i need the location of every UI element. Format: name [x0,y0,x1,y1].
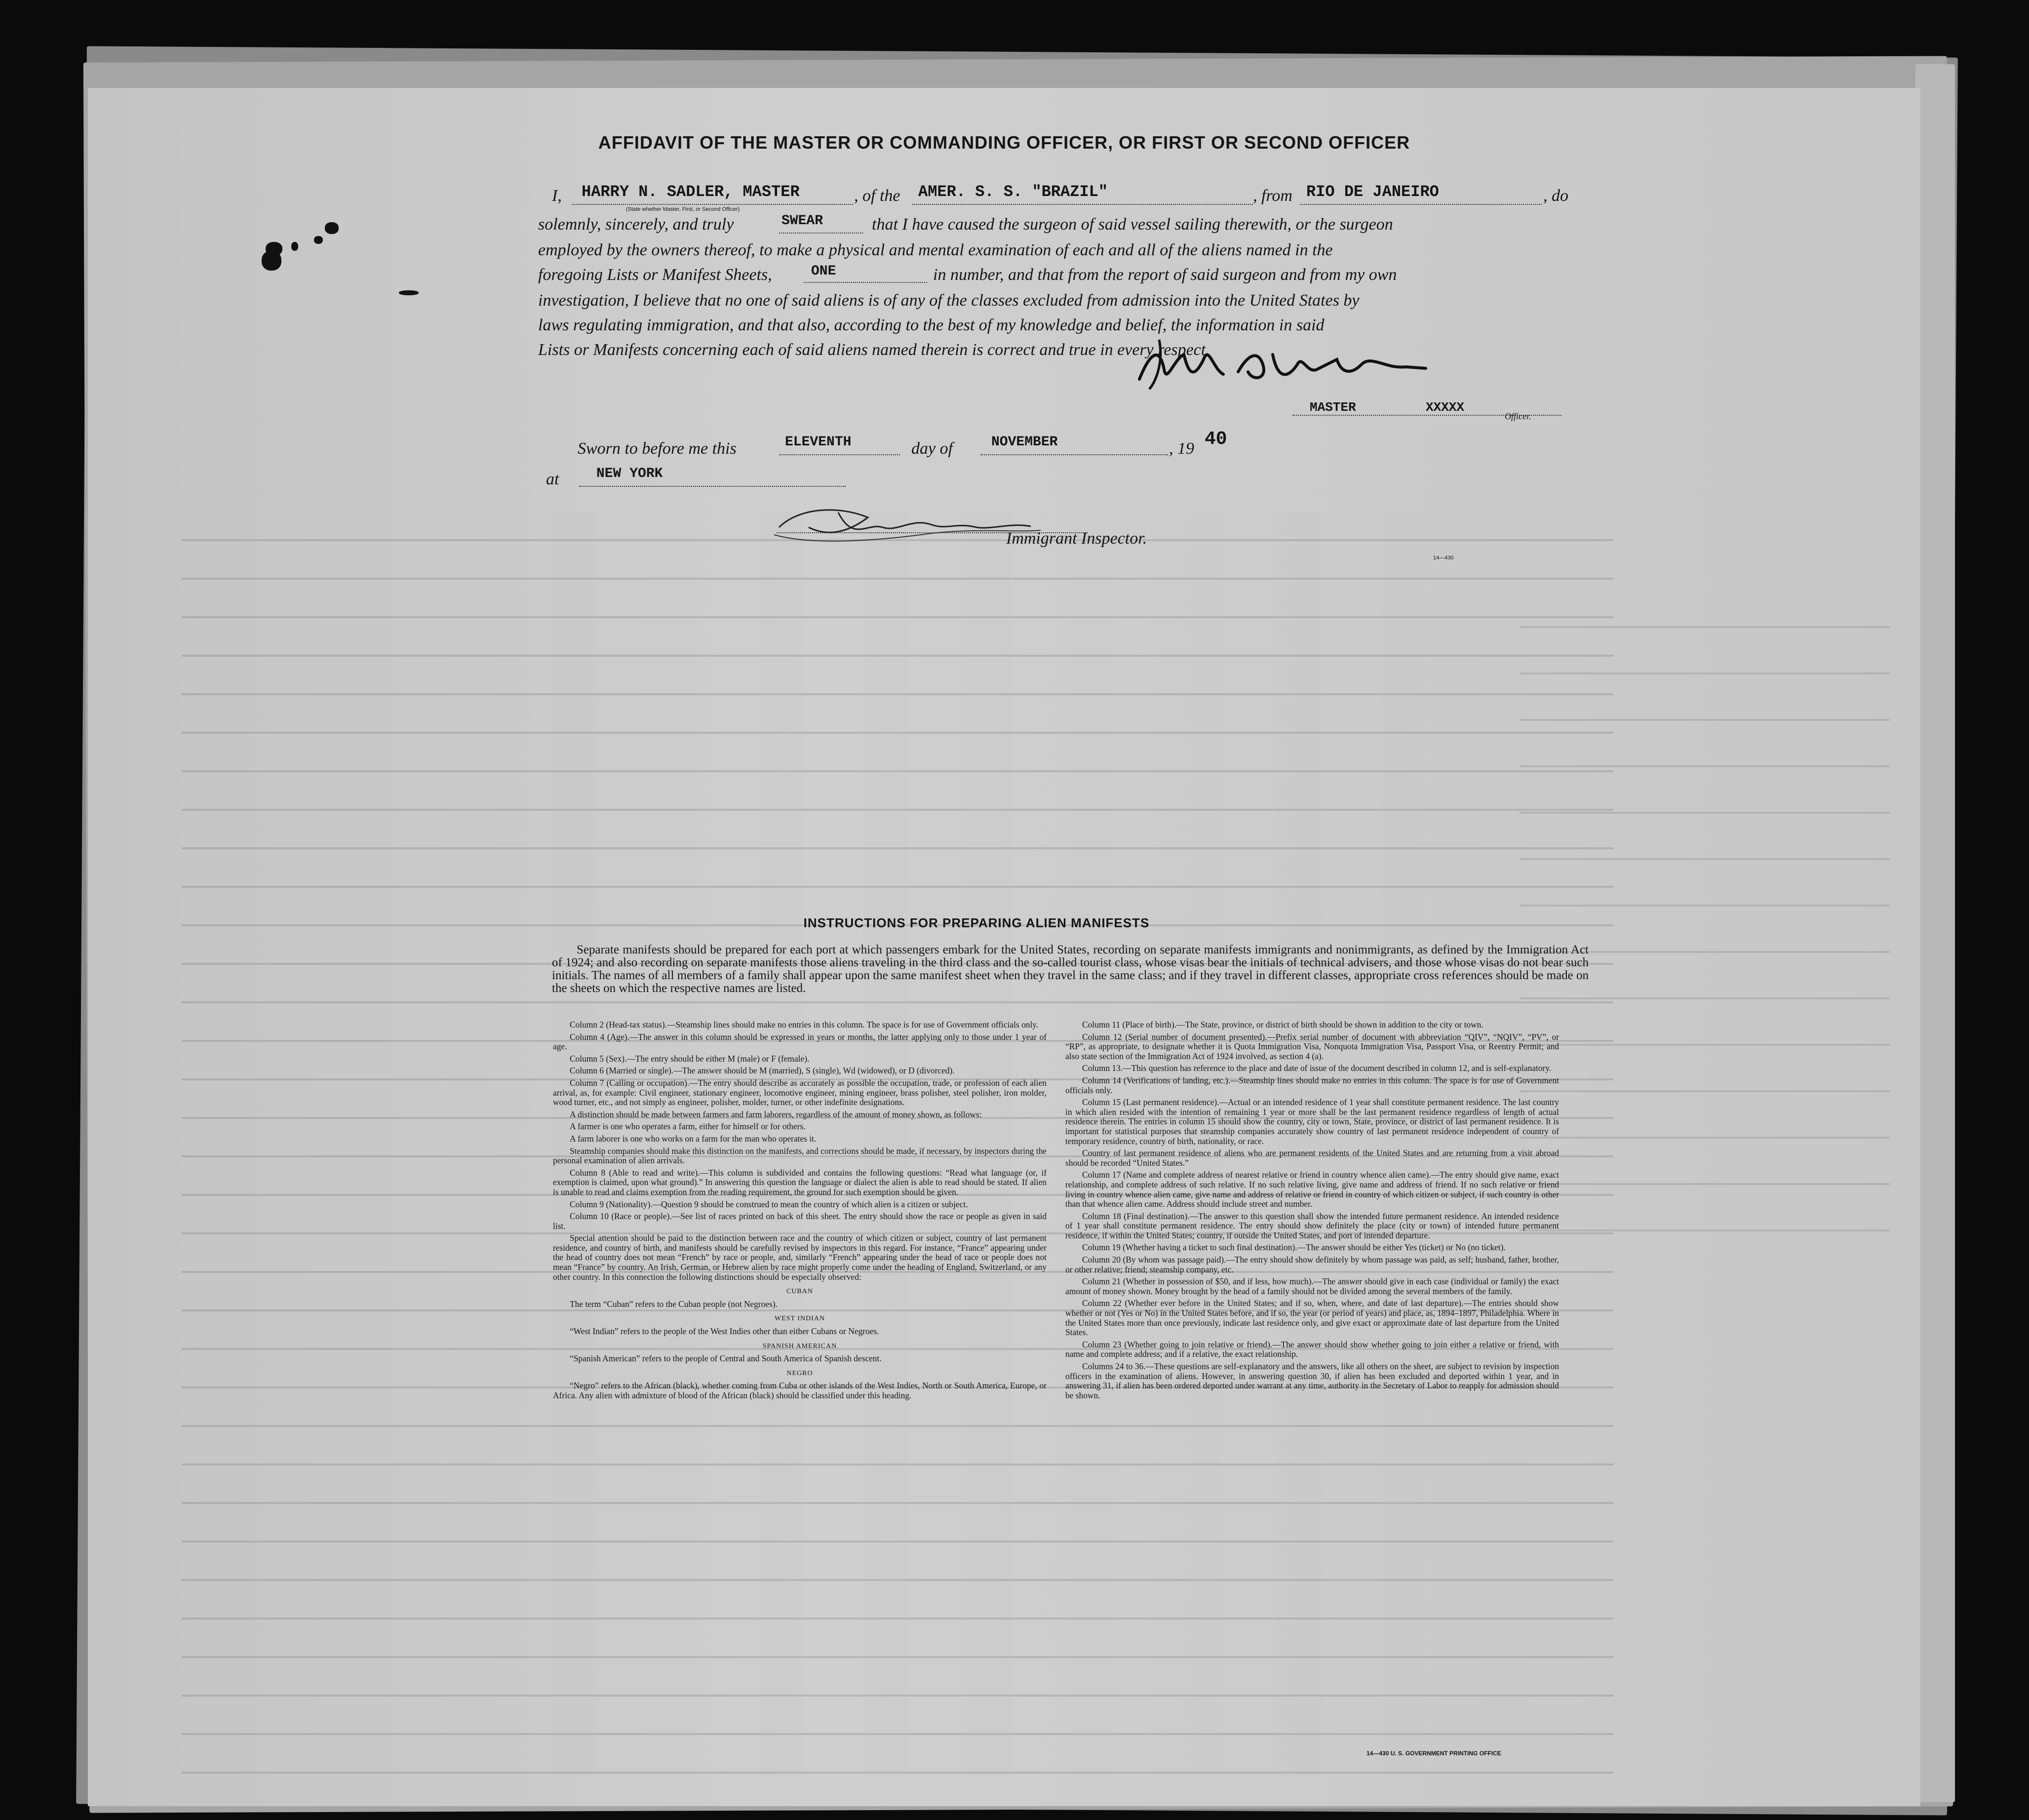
sworn-year: 40 [1205,429,1227,450]
instruction-paragraph: Column 11 (Place of birth).—The State, province, or district of birth should be shown in addition to the city or town. [1082,1020,1483,1029]
oath-suffix: that I have caused the surgeon of said vessel sailing therewith, or the surgeon [872,215,1393,234]
instruction-paragraph: Column 12 (Serial number of document presented).—Prefix serial number of document with abbreviation “QIV”, “NQIV”, “PV”, or “RP”, as appropriate, to designate whether it is Quota Immigration Visa, Nonquota Immigration Visa, Passport Visa, or Reentry Permit; and also state section of the Immigration Act of 1924 involved, as section 4 (a). [1065,1031,1559,1061]
sheet-count: ONE [811,264,836,279]
instruction-paragraph: Column 6 (Married or single).—The answer should be M (married), S (single), Wd (widowed), or D (divorced). [570,1066,955,1076]
instruction-paragraph: Column 10 (Race or people).—See list of races printed on back of this sheet. The entry should show the race or people as given in said list. [553,1211,1047,1231]
officer-struck: XXXXX [1426,400,1465,415]
officer-label: Officer. [1505,411,1531,421]
day-of-label: day of [911,439,953,458]
instruction-paragraph: Column 19 (Whether having a ticket to such final destination).—The answer should be either Yes (ticket) or No (no ticket). [1082,1242,1506,1253]
sworn-month-line [980,454,1168,455]
affidavit-title: AFFIDAVIT OF THE MASTER OR COMMANDING OFFICER, OR FIRST OR SECOND OFFICER [598,132,1410,153]
inspector-label: Immigrant Inspector. [1006,529,1147,548]
page-edge [1915,64,1955,1802]
definition-text: “West Indian” refers to the people of the West Indies other than either Cubans or Negroes. [570,1326,879,1337]
inspector-signature [769,498,1046,552]
departure-port: RIO DE JANEIRO [1306,183,1439,201]
instruction-paragraph: Column 4 (Age).—The answer in this column should be expressed in years or months, the latter applying only to those under 1 year of age. [553,1031,1047,1052]
oath-prefix: solemnly, sincerely, and truly [538,215,734,234]
definition-heading: WEST INDIAN [774,1315,825,1323]
ink-blot [325,222,339,234]
instruction-paragraph: Country of last permanent residence of aliens who are permanent residents of the United States and are returning from a visit abroad should be recorded “United States.” [1065,1148,1559,1168]
sworn-place: NEW YORK [596,466,663,481]
instruction-paragraph: Column 5 (Sex).—The entry should be either M (male) or F (female). [570,1053,810,1064]
affidavit-line-7: Lists or Manifests concerning each of said aliens named therein is correct and true in every respect. [538,341,1210,359]
instruction-paragraph: A distinction should be made between farmers and farm laborers, regardless of the amount of money shown, as follows: [570,1109,982,1119]
bleed-through-rows [1520,582,1890,1273]
form-number: 14—430 [1433,555,1454,561]
oath-line [779,233,863,234]
definition-text: “Spanish American” refers to the people of Central and South America of Spanish descent. [570,1353,882,1364]
sworn-day-line [779,454,900,455]
instruction-paragraph: Column 15 (Last permanent residence).—Actual or an intended residence of 1 year shall constitute permanent residence. The last country in which alien resided with the intention of remaining 1 year or more shall be the last permanent residence regardless of length of actual residence therein. The entries in column 15 should show the country, city or town, State, province, or district of last permanent residence. It is important for statistical purposes that steamship companies accurately show country of last permanent residence independent of country of temporary residence, country of birth, nationality, or race. [1065,1097,1559,1146]
definition-heading: CUBAN [786,1288,813,1296]
instructions-left-column [553,1020,1047,1403]
instruction-paragraph: Column 9 (Nationality).—Question 9 should be construed to mean the country of which alien is a citizen or subject. [570,1199,968,1209]
instruction-paragraph: Column 13.—This question has reference to the place and date of issue of the document described in column 12, and is self-explanatory. [1082,1063,1552,1073]
instruction-paragraph: A farm laborer is one who works on a farm for the man who operates it. [570,1133,817,1144]
instruction-paragraph: Steamship companies should make this distinction on the manifests, and corrections should be made, if necessary, by inspectors during the personal examination of alien arrivals. [553,1146,1047,1166]
sheet-count-line [804,282,927,283]
printing-office-footer: 14—430 U. S. GOVERNMENT PRINTING OFFICE [1366,1750,1501,1757]
instruction-paragraph: Column 2 (Head-tax status).—Steamship lines should make no entries in this column. The space is for use of Government officials only. [570,1020,1039,1029]
definition-heading: NEGRO [786,1369,813,1377]
definition-text: The term “Cuban” refers to the Cuban people (not Negroes). [570,1299,778,1309]
instruction-paragraph: Special attention should be paid to the distinction between race and the country of which citizen or subject, country of last permanent residence, and country of birth, and manifests should be carefully revised by inspectors in this regard. For instance, “France” appearing under the head of country does not mean “French” by race or people, and, similarly “French” appearing under the head of race or people does not mean “France” by country. An Irish, German, or Hebrew alien by race might properly come under the heading of England, Switzerland, or any other country. In this connection the following distinctions should be especially observed: [553,1233,1047,1282]
sworn-place-line [579,486,846,487]
instructions-right-column [1065,1020,1559,1403]
officer-name-caption: (State whether Master, First, or Second Officer) [626,206,740,212]
instruction-paragraph: Column 22 (Whether ever before in the United States; and if so, when, where, and date of last departure).—The entries should show whether or not (Yes or No) in the United States before, and if so, the year (or period of years) and place, as, 1894–1897, Philadelphia. Where in the United States more than once previously, indicate last residence only, and give exact or approximate date of last departure from the United States. [1065,1298,1559,1338]
master-signature [1130,325,1436,394]
instruction-paragraph: Column 8 (Able to read and write).—This column is subdivided and contains the following questions: “Read what language (or, if exemption is claimed, upon what ground).” In answering this question the language or dialect the alien is able to read should be stated. If alien is unable to read and claims exemption from the reading requirement, the ground for such exemption should be given. [553,1167,1047,1197]
do-label: , do [1543,187,1568,205]
ink-blot [291,242,298,251]
instruction-paragraph: Column 7 (Calling or occupation).—The entry should describe as accurately as possible the occupation, trade, or profession of each alien arrival, as, for example: Civil engineer, stationary engineer, locomotive engineer, mining engineer, brass polisher, steel polisher, iron molder, wood turner, etc., and not simply as engineer, polisher, molder, turner, or other indefinite designations. [553,1077,1047,1108]
ink-blot [314,236,323,244]
instructions-title: INSTRUCTIONS FOR PREPARING ALIEN MANIFESTS [803,915,1150,930]
sworn-month: NOVEMBER [991,435,1058,450]
officer-name-line [572,204,853,205]
definition-heading: SPANISH AMERICAN [762,1342,837,1350]
ink-blot [262,251,281,271]
ink-blot [399,290,419,295]
vessel-name: AMER. S. S. "BRAZIL" [918,183,1108,201]
instruction-paragraph: Column 18 (Final destination).—The answer to this question shall show the intended future permanent residence. An intended residence of 1 year shall constitute permanent residence. The entry should show definitely the place (city or town) of intended future permanent residence, if within the United States; country, if outside the United States, and port of intended departure. [1065,1211,1559,1240]
affidavit-i: I, [552,187,562,205]
officer-name: HARRY N. SADLER, MASTER [582,183,800,201]
affidavit-line-5: investigation, I believe that no one of said aliens is of any of the classes excluded from admission into the United States by [538,291,1360,310]
sworn-prefix: Sworn to before me this [578,439,737,458]
from-label: , from [1253,187,1292,205]
manifest-sheet [88,88,1920,1806]
affidavit-line-3: employed by the owners thereof, to make a physical and mental examination of each and all of the aliens named in the [538,241,1333,259]
affidavit-line-4-suffix: in number, and that from the report of said surgeon and from my own [933,266,1397,284]
instruction-paragraph: Column 20 (By whom was passage paid).—The entry should show definitely by whom passage was paid, as self; husband, father, brother, or other relative; friend; steamship company, etc. [1065,1255,1559,1274]
instruction-paragraph: Column 23 (Whether going to join relative or friend).—The answer should show whether going to join either a relative or friend, with name and complete address; and if a relative, the exact relationship. [1065,1339,1559,1359]
sworn-day: ELEVENTH [785,435,852,450]
affidavit-line-4-prefix: foregoing Lists or Manifest Sheets, [538,266,772,284]
instruction-paragraph: Columns 24 to 36.—These questions are self-explanatory and the answers, like all others on the sheet, are subject to revision by inspection officers in the examination of aliens. However, in answering question 30, if alien has been excluded and deported within 1 year, and in answering 31, if alien has been ordered deported under warrant at any time, authority in the Secretary of Labor to reapply for admission should be shown. [1065,1361,1559,1400]
vessel-name-line [912,204,1253,205]
affidavit-line-6: laws regulating immigration, and that also, according to the best of my knowledge and belief, the information in said [538,316,1325,334]
of-the-label: , of the [854,187,900,205]
instruction-paragraph: Column 17 (Name and complete address of nearest relative or friend in country whence alien came).—The entry should give name, exact relationship, and complete address of such relative. If no such relative living, give name and address of friend. If no such relative or friend living in country whence alien came, give name and address of relative or friend in country of which citizen or subject, if such country is other than that whence alien came. Address should include street and number. [1065,1170,1559,1209]
instructions-intro: Separate manifests should be prepared for each port at which passengers embark for the United States, recording on separate manifests immigrants and nonimmigrants, as defined by the Immigration Act of 1924; and also recording on separate manifests those aliens traveling in the third class and the so-called tourist class, whose visas bear the initials of technical advisers, and those whose visas do not bear such initials. The names of all members of a family shall appear upon the same manifest sheet when they travel in the same class; and if they travel in different classes, appropriate cross references should be made on the sheets on which the respective names are listed. [552,943,1589,995]
at-label: at [546,470,559,488]
departure-port-line [1300,204,1542,205]
instruction-paragraph: Column 14 (Verifications of landing, etc.).—Steamship lines should make no entries in this column. The space is for use of Government officials only. [1065,1075,1559,1095]
oath-word: SWEAR [781,213,823,229]
definition-text: “Negro” refers to the African (black), whether coming from Cuba or other islands of the West Indies, North or South America, Europe, or Africa. Any alien with admixture of blood of the African (black) should be classified under this heading. [553,1381,1047,1400]
instruction-paragraph: A farmer is one who operates a farm, either for himself or for others. [570,1121,806,1132]
instruction-paragraph: Column 21 (Whether in possession of $50, and if less, how much).—The answer should give in each case (individual or family) the exact amount of money shown. Money brought by the head of a family should not be divided among the several members of the family. [1065,1276,1559,1296]
year-prefix: , 19 [1169,439,1194,458]
rank: MASTER [1310,400,1356,415]
